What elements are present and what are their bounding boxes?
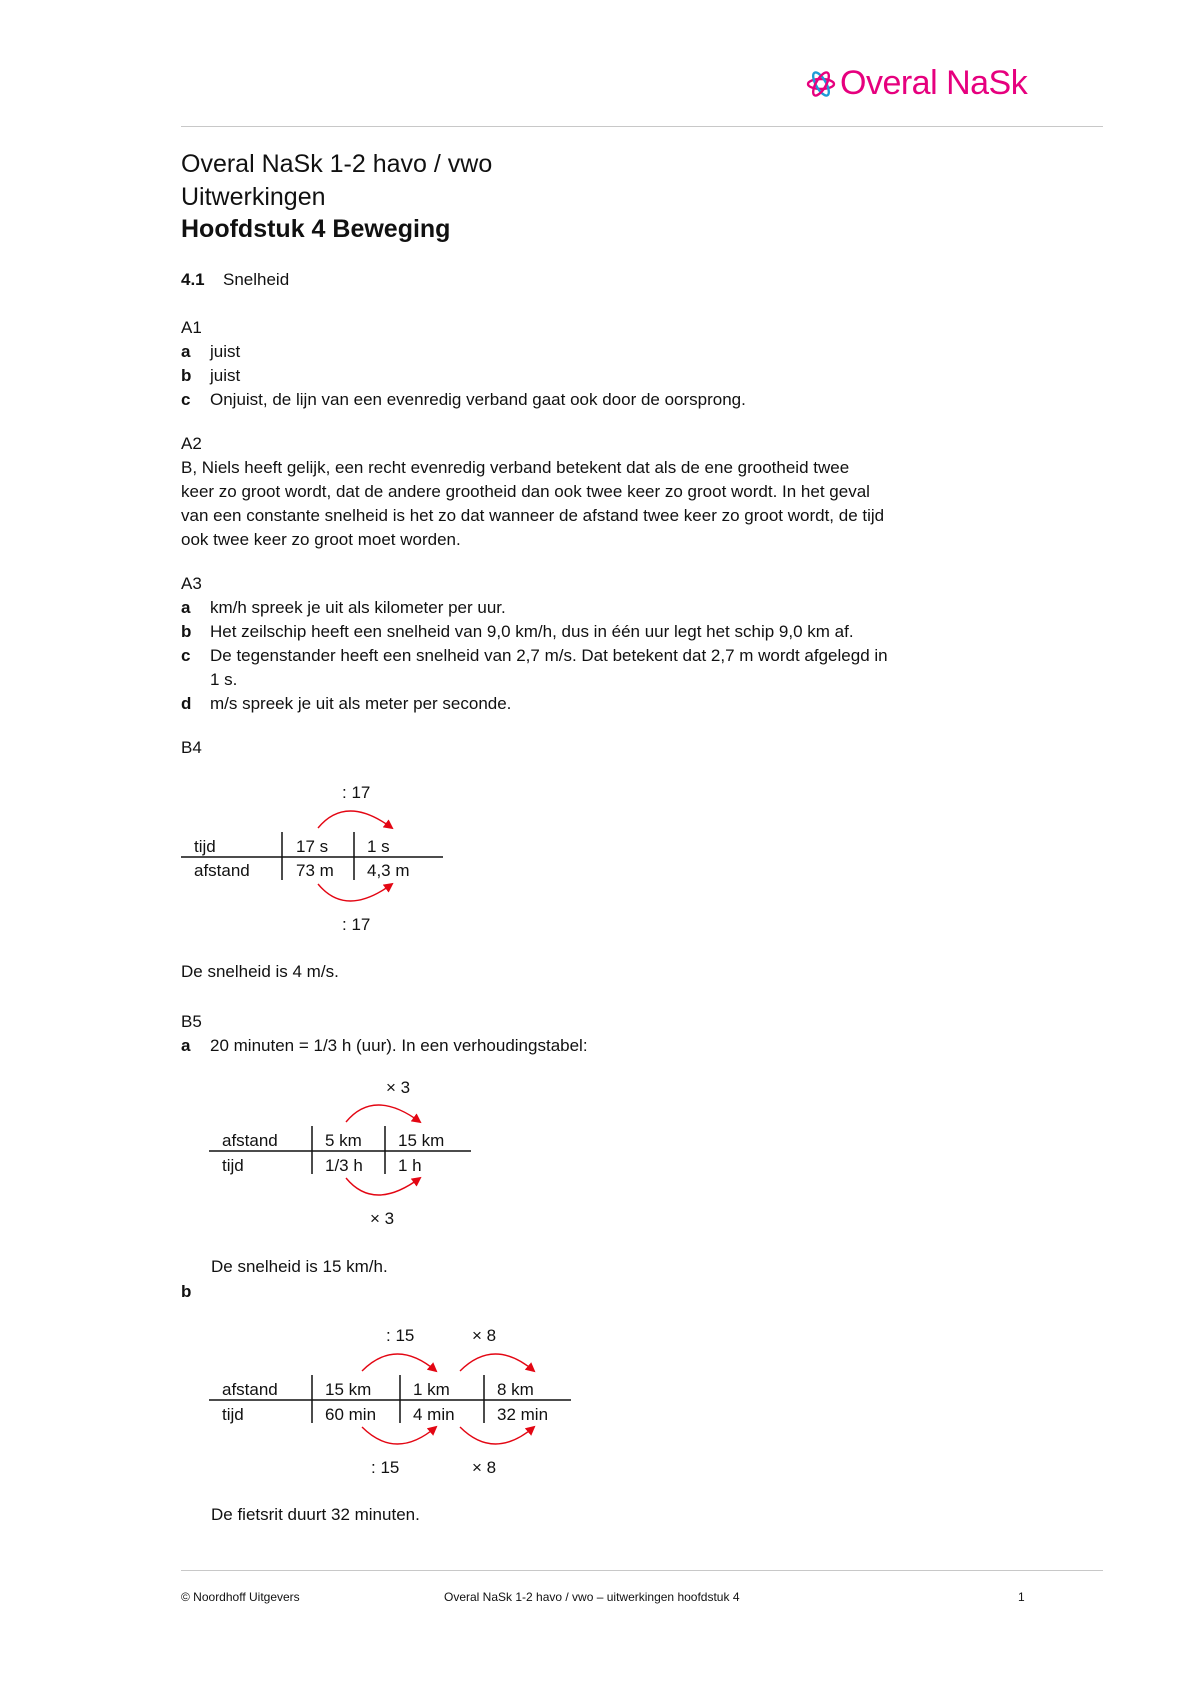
b4-heading: B4 [181,738,202,757]
b5a-row-label: tijd [222,1156,244,1175]
b5b-op-top-1: : 15 [386,1326,415,1345]
section-number: 4.1 [181,270,205,289]
b5b-label: b [181,1282,192,1301]
b5b-cell: 8 km [497,1380,534,1399]
page-number: 1 [1018,1590,1025,1604]
doc-subtitle: Uitwerkingen [181,183,326,211]
a1-item: a juist [181,342,241,361]
b5a-question: a 20 minuten = 1/3 h (uur). In een verhoudingstabel: [181,1036,588,1055]
b4-cell: 17 s [296,837,329,856]
b5b-cell: 32 min [497,1405,549,1424]
b4-cell: 73 m [296,861,334,880]
b5b-cell: 15 km [325,1380,372,1399]
a3-item: b Het zeilschip heeft een snelheid van 9,0 km/h, dus in één uur legt het schip 9,0 km af. [181,622,854,641]
b5a-row-label: afstand [222,1131,278,1150]
a1-heading: A1 [181,318,202,337]
b5b-cell: 60 min [325,1405,377,1424]
a3-item: d m/s spreek je uit als meter per seconde. [181,694,512,713]
b4-row-label: tijd [194,837,216,856]
b5-heading: B5 [181,1012,202,1031]
b5a-op-bottom: × 3 [370,1209,395,1228]
footer-divider [181,1570,1103,1571]
a3-heading: A3 [181,574,202,593]
b4-cell: 1 s [367,837,390,856]
b5b-cell: 4 min [413,1405,455,1424]
footer-title: Overal NaSk 1-2 havo / vwo – uitwerkingen hoofdstuk 4 [444,1590,740,1604]
a2-line: ook twee keer zo groot moet worden. [181,530,461,549]
b5a-cell: 1/3 h [325,1156,363,1175]
b5a-op-top: × 3 [386,1078,411,1097]
a2-heading: A2 [181,434,202,453]
a2-line: van een constante snelheid is het zo dat wanneer de afstand twee keer zo groot wordt, de tijd [181,506,885,525]
b5a-conclusion: De snelheid is 15 km/h. [211,1257,388,1276]
b5b-arrow-bottom-2 [460,1427,534,1444]
b5b-arrow-top-2 [460,1354,534,1371]
b5b-cell: 1 km [413,1380,450,1399]
footer-copyright: © Noordhoff Uitgevers [181,1590,300,1604]
brand-name: Overal NaSk [840,64,1028,102]
b5b-arrow-top-1 [362,1354,436,1371]
a3-item: 1 s. [210,670,238,689]
b5b-op-top-2: × 8 [472,1326,497,1345]
b5b-row-label: afstand [222,1380,278,1399]
a2-line: keer zo groot wordt, dat de andere grootheid dan ook twee keer zo groot wordt. In het geval [181,482,870,501]
b5b-conclusion: De fietsrit duurt 32 minuten. [211,1505,420,1524]
b5b-op-bottom-1: : 15 [371,1458,400,1477]
b4-row-label: afstand [194,861,250,880]
b5a-cell: 15 km [398,1131,445,1150]
b5a-arrow-top [346,1105,420,1122]
b4-conclusion: De snelheid is 4 m/s. [181,962,339,981]
b4-arrow-top [318,811,392,828]
b5b-arrow-bottom-1 [362,1427,436,1444]
section-name: Snelheid [223,270,290,289]
b4-cell: 4,3 m [367,861,410,880]
a1-item: b juist [181,366,241,385]
b4-op-bottom: : 17 [342,915,371,934]
b5a-arrow-bottom [346,1178,420,1195]
b4-op-top: : 17 [342,783,371,802]
a1-item: c Onjuist, de lijn van een evenredig verband gaat ook door de oorsprong. [181,390,746,409]
b5a-cell: 5 km [325,1131,362,1150]
b5a-cell: 1 h [398,1156,422,1175]
a3-item: c De tegenstander heeft een snelheid van 2,7 m/s. Dat betekent dat 2,7 m wordt afgelegd in [181,646,888,665]
a2-line: B, Niels heeft gelijk, een recht evenredig verband betekent dat als de ene grootheid twee [181,458,850,477]
b4-arrow-bottom [318,884,392,901]
chapter-title: Hoofdstuk 4 Beweging [181,215,451,243]
a3-item: a km/h spreek je uit als kilometer per uur. [181,598,506,617]
b5b-row-label: tijd [222,1405,244,1424]
doc-title: Overal NaSk 1-2 havo / vwo [181,150,493,178]
b5b-op-bottom-2: × 8 [472,1458,497,1477]
